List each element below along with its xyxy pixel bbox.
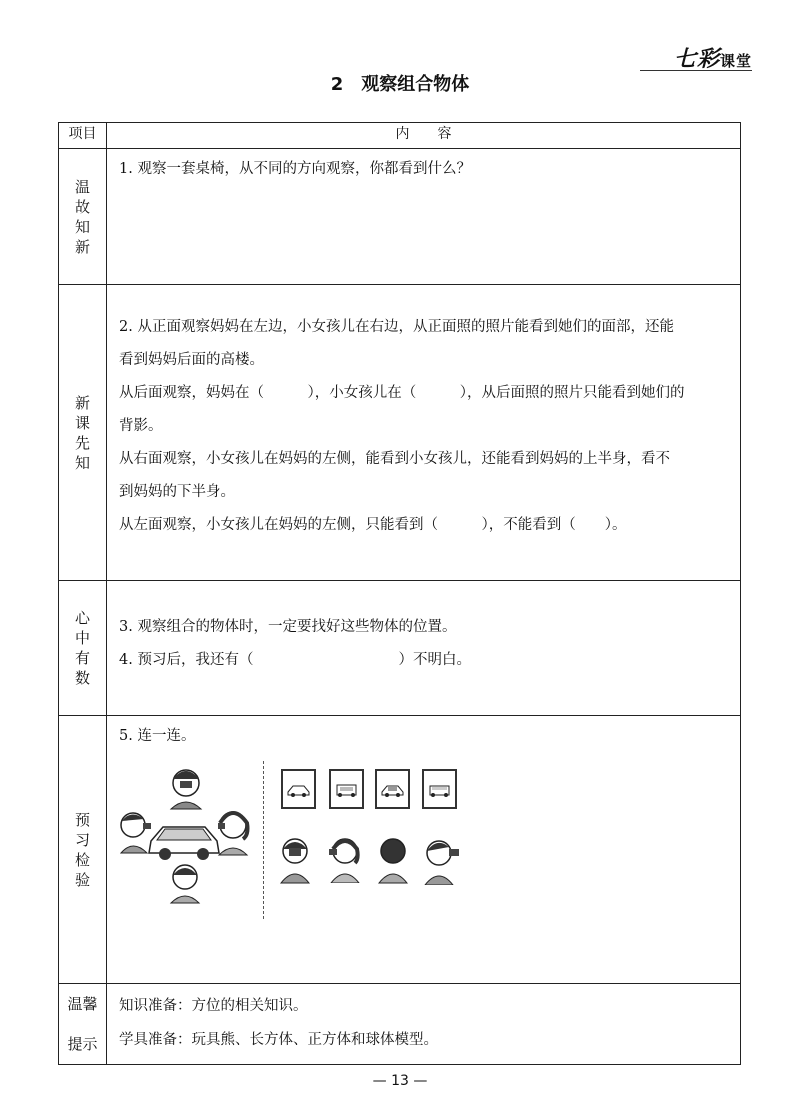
preview-table xyxy=(58,122,741,1065)
matching-illustration xyxy=(119,757,730,957)
brand-logo: 七彩课堂 xyxy=(673,47,752,72)
question-1: 1. 观察一套桌椅，从不同的方向观察，你都看到什么？ xyxy=(119,161,471,177)
section-label: 预习检验 xyxy=(74,810,90,889)
section-label: 新课先知 xyxy=(74,393,90,472)
section-review xyxy=(59,149,741,285)
kids-around-car-illustration xyxy=(119,757,259,907)
tips-label-bottom: 提示 xyxy=(67,1035,98,1053)
fill-blank-line[interactable]: 从左面观察，小女孩儿在妈妈的左侧，只能看到（ ），不能看到（ ）。 xyxy=(119,517,627,533)
kid-back-view[interactable] xyxy=(377,837,409,885)
tip-knowledge: 知识准备：方位的相关知识。 xyxy=(119,998,308,1014)
section-check xyxy=(59,716,741,984)
kid-curly-hair[interactable] xyxy=(327,835,361,883)
fill-blank-line[interactable]: 从后面观察，妈妈在（ ），小女孩儿在（ ），从后面照的照片只能看到她们的 xyxy=(119,385,685,401)
section-label: 温故知新 xyxy=(74,177,90,256)
section-tips xyxy=(59,984,741,1065)
kid-with-camera-front[interactable] xyxy=(279,837,311,885)
section-mindful xyxy=(59,581,741,716)
photo-car-side-right[interactable] xyxy=(375,769,410,809)
photo-car-front[interactable] xyxy=(422,769,457,809)
section-new-lesson xyxy=(59,285,741,581)
page-number: — 13 — xyxy=(372,1073,428,1089)
text-line: 到妈妈的下半身。 xyxy=(119,484,235,500)
header-content: 内 容 xyxy=(107,123,741,149)
page-title: 2 观察组合物体 xyxy=(330,74,470,95)
dashed-divider xyxy=(263,761,264,919)
tips-label-top: 温馨 xyxy=(67,995,98,1013)
header-item: 项目 xyxy=(59,123,107,149)
text-line: 从右面观察，小女孩儿在妈妈的左侧，能看到小女孩儿，还能看到妈妈的上半身，看不 xyxy=(119,451,670,467)
tip-tools: 学具准备：玩具熊、长方体、正方体和球体模型。 xyxy=(119,1032,438,1048)
kid-side-camera[interactable] xyxy=(423,837,463,885)
question-5: 5. 连一连。 xyxy=(119,728,196,744)
table-header-row xyxy=(59,123,741,149)
text-line: 2. 从正面观察妈妈在左边，小女孩儿在右边，从正面照的照片能看到她们的面部，还能 xyxy=(119,319,674,335)
photo-car-side-left[interactable] xyxy=(281,769,316,809)
text-line: 背影。 xyxy=(119,418,163,434)
text-line: 3. 观察组合的物体时，一定要找好这些物体的位置。 xyxy=(119,619,457,635)
fill-blank-line[interactable]: 4. 预习后，我还有（ ）不明白。 xyxy=(119,652,471,668)
section-label: 心中有数 xyxy=(74,609,90,687)
photo-car-back[interactable] xyxy=(329,769,364,809)
text-line: 看到妈妈后面的高楼。 xyxy=(119,352,264,368)
